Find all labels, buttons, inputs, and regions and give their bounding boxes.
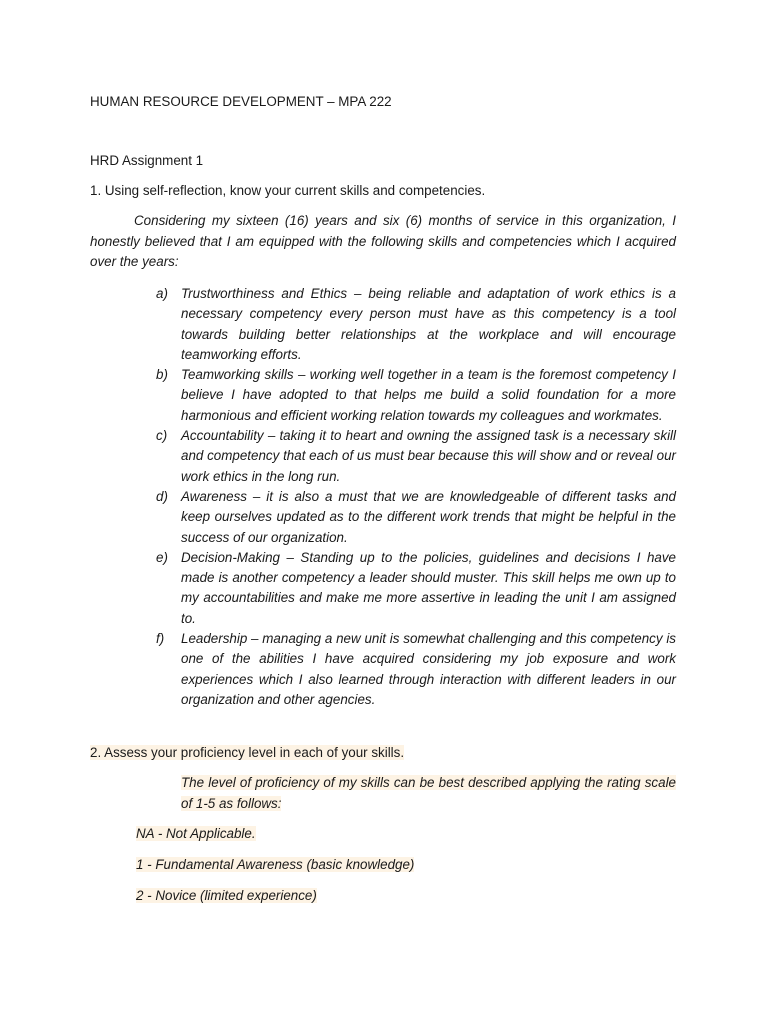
list-item (156, 487, 676, 548)
scale-item-text: 1 - Fundamental Awareness (basic knowledge) (136, 857, 415, 872)
list-marker: a) (156, 286, 168, 301)
document-title: HUMAN RESOURCE DEVELOPMENT – MPA 222 (90, 94, 392, 109)
assignment-heading: HRD Assignment 1 (90, 153, 204, 168)
list-item (156, 426, 676, 487)
intro-paragraph: Considering my sixteen (16) years and six (6) months of service in this organization, I honestly believed that I am equipped with the following skills and competencies which I acquired over the years: (90, 213, 676, 269)
list-marker: f) (156, 631, 165, 647)
scale-item-text: 2 - Novice (limited experience) (136, 888, 317, 903)
list-marker: e) (156, 549, 168, 565)
list-item-text: Teamworking skills – working well together in a team is the foremost competency I believe I have adopted to that helps me build a solid foundation for a more harmonious and efficient working relation towards my colleagues and workmates. (181, 367, 676, 423)
question-1: 1. Using self-reflection, know your current skills and competencies. (90, 183, 486, 198)
list-item-text: Trustworthiness and Ethics – being reliable and adaptation of work ethics is a necessary competency every person must have as this competency is a tool towards building better relationships at the workplace and will encourage teamworking efforts. (181, 286, 676, 362)
list-item-text: Accountability – taking it to heart and owning the assigned task is a necessary skill and competency that each of us must bear because this will show and or reveal our work ethics in the long run. (181, 428, 676, 484)
scale-intro-text: The level of proficiency of my skills can be best described applying the rating scale of 1-5 as follows: (181, 775, 676, 811)
scale-intro (181, 773, 676, 814)
list-item (156, 548, 676, 629)
list-marker: b) (156, 367, 168, 383)
list-item-text: Awareness – it is also a must that we are knowledgeable of different tasks and keep ourselves updated as to the different work trends that might be helpful in the success of our organization. (181, 488, 676, 545)
scale-item (136, 855, 414, 875)
scale-item (136, 824, 256, 844)
list-marker: d) (156, 488, 168, 504)
scale-item (136, 886, 317, 906)
scale-item-text: NA - Not Applicable. (136, 826, 256, 841)
question-2 (90, 743, 404, 763)
list-item (156, 365, 676, 426)
list-item (156, 284, 676, 365)
question-2-text: 2. Assess your proficiency level in each of your skills. (90, 745, 405, 760)
list-item-text: Leadership – managing a new unit is somewhat challenging and this competency is one of the abilities I have acquired considering my job exposure and work experiences which I also learned through interaction with different leaders in our organization and other agencies. (181, 631, 676, 707)
list-item (156, 629, 676, 710)
list-marker: c) (156, 428, 168, 444)
list-item-text: Decision-Making – Standing up to the policies, guidelines and decisions I have made is another competency a leader should muster. This skill helps me own up to my accountabilities and make me more assertive in leading the unit I am assigned to. (181, 549, 676, 626)
competency-list (156, 284, 676, 710)
